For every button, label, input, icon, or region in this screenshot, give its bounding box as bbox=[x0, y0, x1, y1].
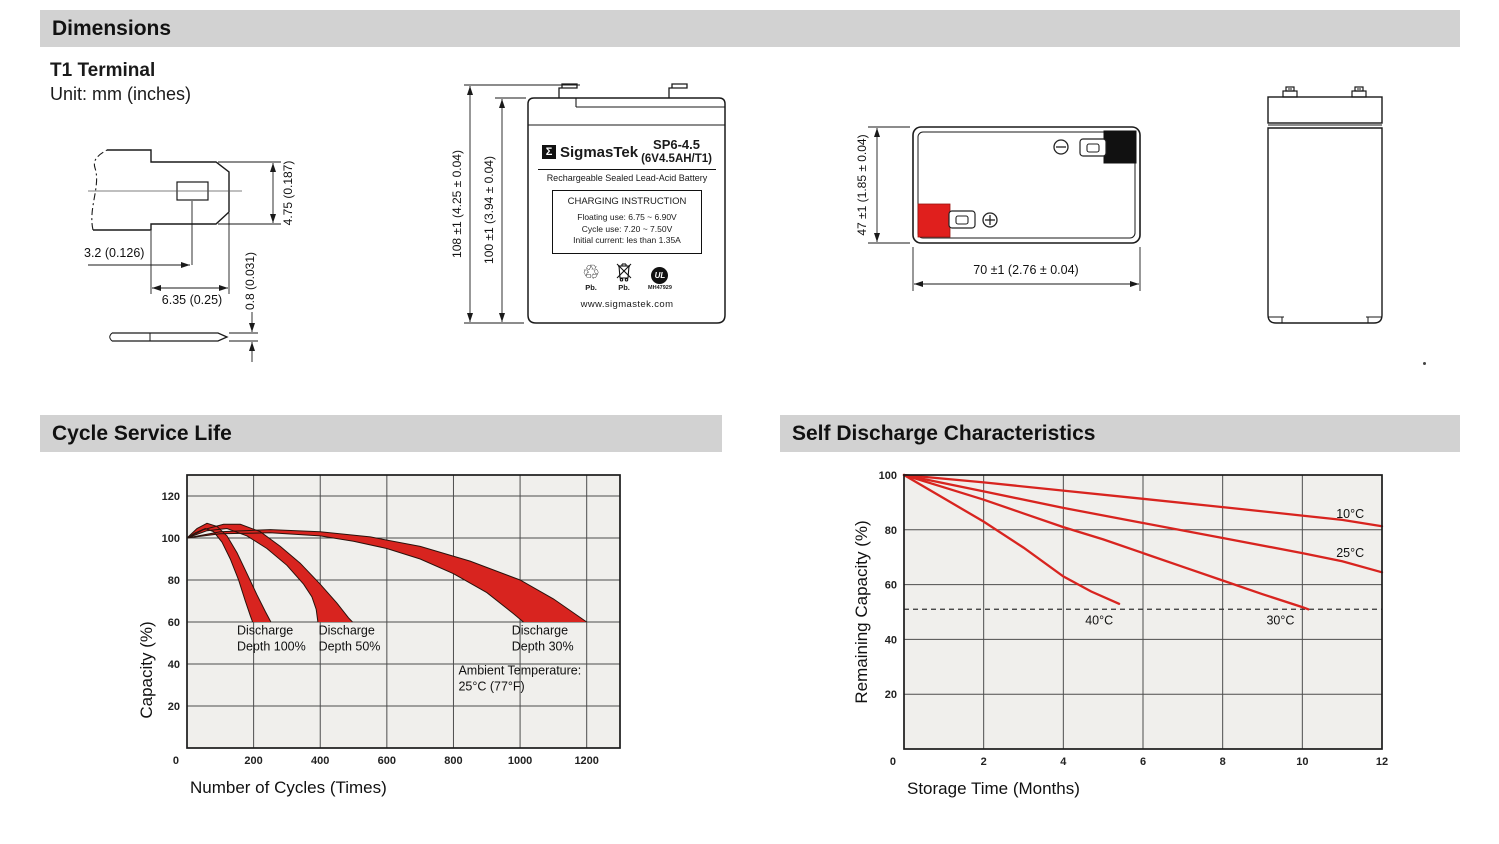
dim-hole-offset: 3.2 (0.126) bbox=[84, 246, 145, 260]
self-discharge-chart bbox=[840, 455, 1460, 815]
battery-subtitle: Rechargeable Sealed Lead-Acid Battery bbox=[546, 173, 708, 184]
ul-mark-icon: UL MH47929 bbox=[648, 267, 672, 292]
dim-tab-height: 4.75 (0.187) bbox=[281, 160, 295, 226]
website-text: www.sigmastek.com bbox=[580, 298, 674, 310]
section-header-cycle-service-life bbox=[40, 415, 722, 452]
annotation: Depth 100% bbox=[236, 639, 306, 654]
section-title: Cycle Service Life bbox=[52, 421, 232, 445]
compliance-icons-row bbox=[538, 262, 716, 292]
x-tick-label: 6 bbox=[1139, 756, 1147, 768]
model-number: SP6-4.5 bbox=[653, 137, 701, 152]
x-tick-label: 4 bbox=[1060, 756, 1067, 768]
brand-lockup bbox=[542, 144, 638, 161]
annotation: Discharge bbox=[236, 623, 294, 638]
stray-dot bbox=[1423, 362, 1426, 365]
sigmastek-logo-icon: Σ bbox=[542, 145, 556, 159]
annotation: Ambient Temperature: bbox=[458, 663, 582, 678]
dim-thickness: 0.8 (0.031) bbox=[243, 251, 257, 311]
battery-top-view bbox=[913, 127, 1140, 243]
x-axis-label: Storage Time (Months) bbox=[907, 779, 1080, 798]
y-tick-label: 40 bbox=[884, 634, 897, 647]
annotation: 25°C bbox=[1336, 546, 1365, 561]
dim-height-case: 100 ±1 (3.94 ± 0.04) bbox=[482, 156, 496, 264]
model-spec: (6V4.5AH/T1) bbox=[641, 152, 712, 165]
positive-terminal-pad bbox=[918, 204, 950, 237]
y-tick-label: 100 bbox=[878, 470, 897, 482]
x-axis-label: Number of Cycles (Times) bbox=[190, 778, 387, 797]
section-title: Self Discharge Characteristics bbox=[792, 421, 1096, 445]
x-tick-label: 800 bbox=[444, 755, 463, 767]
section-header-dimensions bbox=[40, 10, 1460, 47]
y-axis-label: Capacity (%) bbox=[137, 621, 156, 719]
x-tick-label: 2 bbox=[980, 756, 987, 768]
y-tick-label: 120 bbox=[161, 491, 180, 503]
annotation: Discharge bbox=[318, 623, 375, 638]
charging-line: Initial current: les than 1.35A bbox=[573, 235, 681, 246]
dim-height-total: 108 ±1 (4.25 ± 0.04) bbox=[450, 150, 464, 258]
x-tick-label: 400 bbox=[311, 755, 330, 767]
annotation: 30°C bbox=[1266, 613, 1295, 628]
x-tick-label: 600 bbox=[377, 755, 397, 767]
annotation: 10°C bbox=[1336, 507, 1365, 522]
charging-instruction-box bbox=[552, 190, 702, 253]
negative-terminal-pad bbox=[1104, 131, 1136, 163]
annotation: 25°C (77°F) bbox=[458, 679, 525, 694]
cycle-service-life-chart bbox=[100, 455, 680, 815]
model-block bbox=[641, 138, 712, 166]
y-tick-label: 60 bbox=[167, 617, 180, 629]
x-tick-label: 10 bbox=[1296, 756, 1309, 768]
x-tick-label: 8 bbox=[1219, 756, 1226, 768]
y-tick-label: 20 bbox=[884, 689, 897, 702]
charging-title: CHARGING INSTRUCTION bbox=[567, 196, 687, 208]
y-tick-label: 80 bbox=[167, 575, 180, 587]
origin-tick-label: 0 bbox=[889, 756, 896, 768]
y-tick-label: 60 bbox=[884, 579, 897, 592]
annotation: Depth 30% bbox=[511, 639, 574, 654]
section-title: Dimensions bbox=[52, 16, 172, 40]
brand-name: SigmasTek bbox=[560, 143, 639, 161]
y-tick-label: 40 bbox=[167, 659, 180, 671]
x-tick-label: 1200 bbox=[574, 755, 599, 767]
dim-top-height: 47 ±1 (1.85 ± 0.04) bbox=[855, 134, 869, 236]
x-tick-label: 200 bbox=[244, 755, 263, 767]
dim-top-width: 70 ±1 (2.76 ± 0.04) bbox=[973, 263, 1079, 277]
crossed-out-bin-icon: Pb. bbox=[616, 263, 632, 292]
dim-tab-width: 6.35 (0.25) bbox=[161, 293, 223, 307]
y-tick-label: 80 bbox=[884, 524, 897, 537]
origin-tick-label: 0 bbox=[172, 755, 179, 767]
battery-label-header bbox=[538, 138, 716, 170]
charging-line: Cycle use: 7.20 ~ 7.50V bbox=[581, 223, 673, 234]
y-tick-label: 100 bbox=[161, 533, 180, 545]
pb-recycle-icon: ♲ Pb. bbox=[582, 262, 601, 293]
annotation: Discharge bbox=[511, 623, 569, 638]
y-axis-label: Remaining Capacity (%) bbox=[852, 520, 871, 704]
charging-line: Floating use: 6.75 ~ 6.90V bbox=[577, 212, 677, 223]
battery-label bbox=[538, 138, 716, 310]
x-tick-label: 12 bbox=[1375, 756, 1389, 768]
annotation: Depth 50% bbox=[318, 639, 381, 654]
annotation: 40°C bbox=[1085, 613, 1114, 628]
t1-terminal-heading: T1 Terminal bbox=[50, 60, 156, 81]
minus-symbol-icon bbox=[1054, 140, 1068, 154]
y-tick-label: 20 bbox=[167, 701, 180, 713]
plus-symbol-icon bbox=[983, 213, 997, 227]
battery-side-view bbox=[1268, 87, 1382, 323]
unit-note: Unit: mm (inches) bbox=[50, 84, 192, 104]
section-header-self-discharge bbox=[780, 415, 1460, 452]
x-tick-label: 1000 bbox=[507, 755, 533, 767]
